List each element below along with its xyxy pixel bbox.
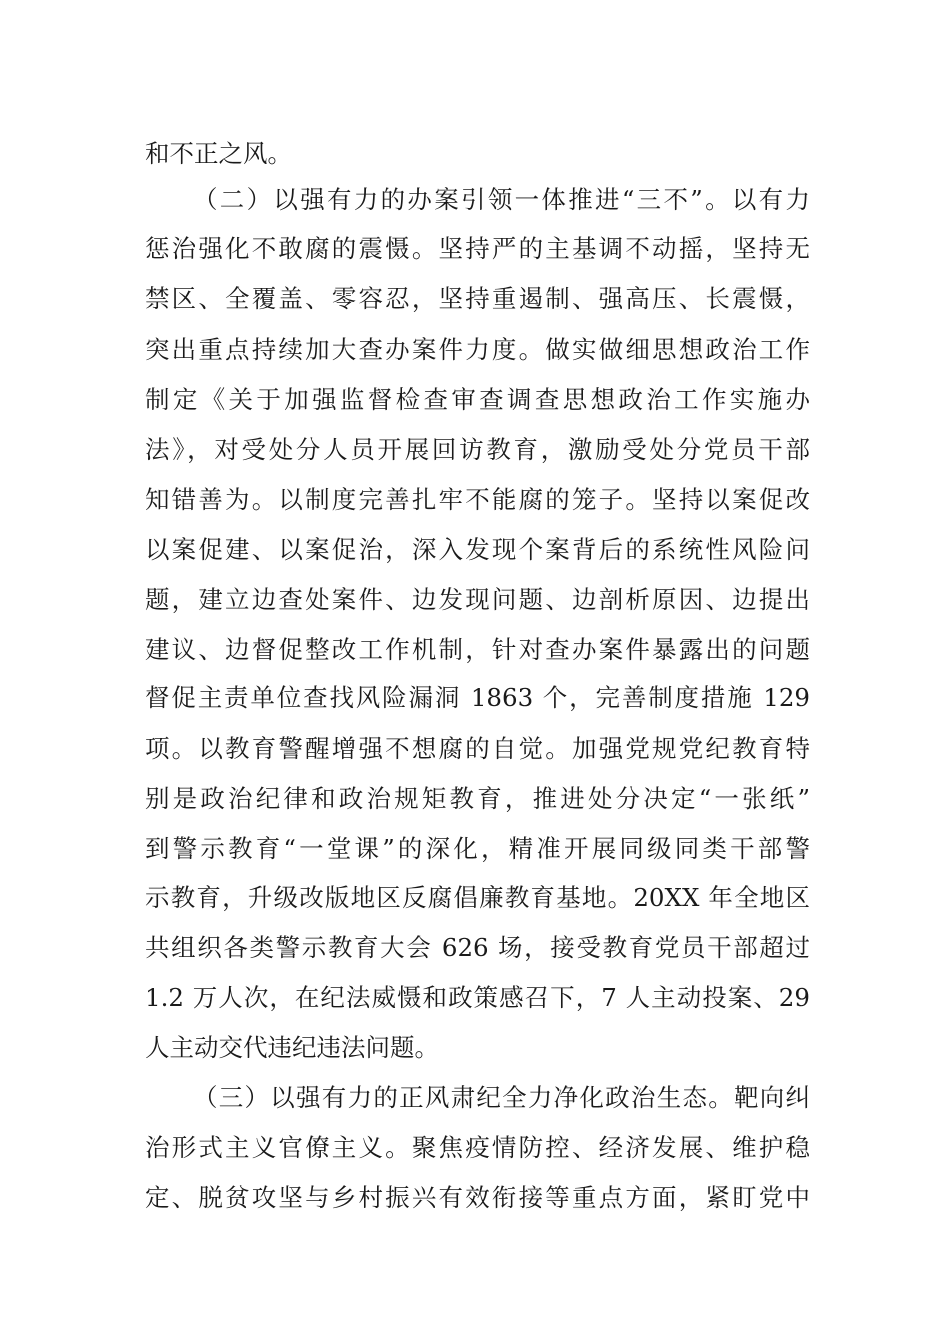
text-line: 法》，对受处分人员开展回访教育，激励受处分党员干部 bbox=[145, 435, 810, 464]
text-line: 共组织各类警示教育大会 626 场，接受教育党员干部超过 bbox=[145, 933, 810, 962]
text-line: 以案促建、以案促治，深入发现个案背后的系统性风险问 bbox=[145, 535, 810, 564]
text-line: 禁区、全覆盖、零容忍，坚持重遏制、强高压、长震慑， bbox=[145, 284, 810, 313]
text-line: 惩治强化不敢腐的震慑。坚持严的主基调不动摇，坚持无 bbox=[145, 234, 810, 263]
text-line: 突出重点持续加大查办案件力度。做实做细思想政治工作 bbox=[145, 335, 810, 364]
text-line: （三）以强有力的正风肃纪全力净化政治生态。靶向纠 bbox=[193, 1083, 810, 1112]
text-line: 示教育，升级改版地区反腐倡廉教育基地。20XX 年全地区 bbox=[145, 883, 810, 912]
text-line: （二）以强有力的办案引领一体推进“三不”。以有力 bbox=[193, 185, 810, 214]
text-line: 知错善为。以制度完善扎牢不能腐的笼子。坚持以案促改 bbox=[145, 485, 810, 514]
text-line: 人主动交代违纪违法问题。 bbox=[145, 1033, 439, 1062]
text-line: 督促主责单位查找风险漏洞 1863 个，完善制度措施 129 bbox=[145, 683, 810, 712]
text-line: 1.2 万人次，在纪法威慑和政策感召下，7 人主动投案、29 bbox=[145, 983, 810, 1012]
text-line: 建议、边督促整改工作机制，针对查办案件暴露出的问题 bbox=[145, 635, 810, 664]
text-line: 制定《关于加强监督检查审查调查思想政治工作实施办 bbox=[145, 385, 810, 414]
text-line: 别是政治纪律和政治规矩教育，推进处分决定“一张纸” bbox=[145, 784, 810, 813]
text-line: 题，建立边查处案件、边发现问题、边剖析原因、边提出 bbox=[145, 585, 810, 614]
text-line: 和不正之风。 bbox=[145, 139, 292, 168]
text-line: 治形式主义官僚主义。聚焦疫情防控、经济发展、维护稳 bbox=[145, 1133, 810, 1162]
text-line: 定、脱贫攻坚与乡村振兴有效衔接等重点方面，紧盯党中 bbox=[145, 1183, 810, 1212]
text-line: 项。以教育警醒增强不想腐的自觉。加强党规党纪教育特 bbox=[145, 734, 810, 763]
text-line: 到警示教育“一堂课”的深化，精准开展同级同类干部警 bbox=[145, 834, 810, 863]
